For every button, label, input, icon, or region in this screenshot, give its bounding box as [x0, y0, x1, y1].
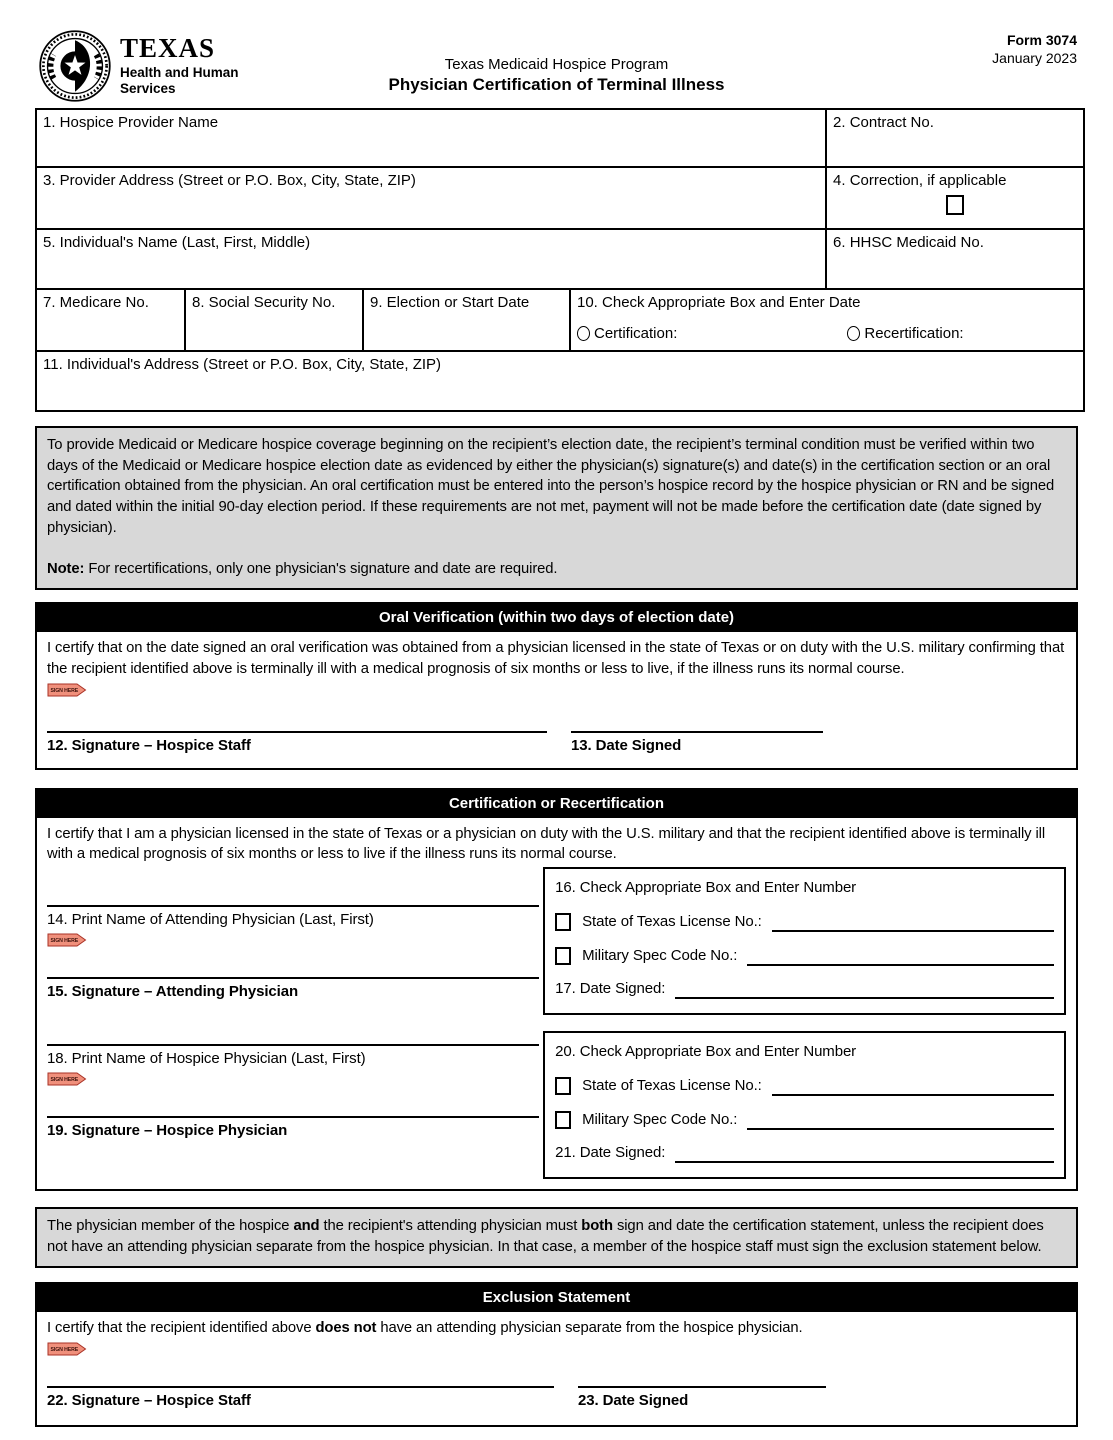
- field-1-label: 1. Hospice Provider Name: [43, 114, 219, 131]
- field-15-block: [47, 977, 543, 1002]
- certification-radio[interactable]: [577, 326, 590, 341]
- field-22-label: 22. Signature – Hospice Staff: [47, 1392, 251, 1410]
- oral-signature-row: [47, 731, 1066, 756]
- military-spec-label-20: Military Spec Code No.:: [582, 1111, 738, 1129]
- military-spec-input-line-16[interactable]: [747, 964, 1054, 966]
- program-name: Texas Medicaid Hospice Program: [444, 56, 669, 73]
- field-8-ssn[interactable]: [185, 289, 363, 351]
- form-number: Form 3074: [1006, 32, 1077, 48]
- form-header: [0, 0, 1113, 106]
- both-sign-note-box: [35, 1207, 1078, 1268]
- both-sign-text-1: The physician member of the hospice: [47, 1218, 294, 1235]
- svg-text:SIGN HERE: SIGN HERE: [50, 1347, 79, 1354]
- exclusion-statement: I certify that the recipient identified above does not have an attending physician separate from the hospice physician.: [47, 1320, 803, 1337]
- exclusion-body: [37, 1312, 1076, 1425]
- field-4-correction: [826, 167, 1084, 229]
- field-20-box: [543, 1031, 1066, 1179]
- field-17-label: 17. Date Signed:: [555, 980, 666, 998]
- field-5-individual-name[interactable]: [36, 229, 826, 289]
- field-10-check-box-date: [570, 289, 1084, 351]
- svg-text:SIGN HERE: SIGN HERE: [50, 687, 79, 694]
- both-sign-text-2: the recipient's attending physician must: [319, 1218, 582, 1235]
- exclusion-header: Exclusion Statement: [37, 1284, 1076, 1312]
- field-19-label: 19. Signature – Hospice Physician: [47, 1122, 288, 1140]
- oral-verification-header: Oral Verification (within two days of election date): [37, 604, 1076, 632]
- recertification-radio[interactable]: [847, 326, 860, 341]
- field-16-box: [543, 867, 1066, 1015]
- coverage-instructions-text: To provide Medicaid or Medicare hospice coverage beginning on the recipient’s election date, the recipient’s terminal condition must be verified within two days of the Medicaid or Medicare hospice election date as evidenced by either the physician(s) signature(s) and date(s) in the certification section or an oral certification obtained from the physician. An oral certification must be entered into the person’s hospice record by the hospice physician or RN and be signed and dated within the initial 90-day election period. If these requirements are not met, payment will not be made before the certification date (date signed by physician).: [47, 437, 1055, 536]
- field-6-hhsc-medicaid-no[interactable]: [826, 229, 1084, 289]
- field-14-label: 14. Print Name of Attending Physician (Last, First): [47, 911, 374, 929]
- sign-here-icon: [47, 1342, 87, 1356]
- note-label: Note:: [47, 560, 85, 577]
- both-sign-bold-both: both: [581, 1218, 613, 1235]
- field-21-label: 21. Date Signed:: [555, 1144, 666, 1162]
- field-6-label: 6. HHSC Medicaid No.: [833, 234, 984, 251]
- certification-signatures: [47, 867, 543, 1179]
- field-19-block: [47, 1116, 543, 1141]
- field-12-signature: [47, 731, 547, 756]
- certification-header: Certification or Recertification: [37, 790, 1076, 818]
- field-20-license-row: [555, 1075, 1054, 1096]
- field-4-label: 4. Correction, if applicable: [833, 172, 1007, 189]
- field-16-military-row: [555, 945, 1054, 966]
- field-15-label: 15. Signature – Attending Physician: [47, 983, 299, 1001]
- field-1-hospice-provider-name[interactable]: [36, 109, 826, 167]
- date-signed-input-line-21[interactable]: [675, 1161, 1054, 1163]
- certification-section: [35, 788, 1078, 1191]
- oral-verification-statement: I certify that on the date signed an oral verification was obtained from a physician licensed in the state of Texas or on duty with the U.S. military confirming that the recipient identified above is terminally ill with a medical prognosis of six months or less to live, if the illness runs its normal course.: [47, 640, 1065, 677]
- exclusion-signature-row: [47, 1386, 1066, 1411]
- field-20-label: 20. Check Appropriate Box and Enter Number: [555, 1043, 857, 1061]
- svg-text:SIGN HERE: SIGN HERE: [50, 1077, 79, 1084]
- certification-body: [37, 818, 1076, 1189]
- field-11-individual-address[interactable]: [36, 351, 1084, 411]
- field-7-label: 7. Medicare No.: [43, 294, 149, 311]
- texas-license-input-line-20[interactable]: [772, 1094, 1054, 1096]
- form-id-block: [992, 32, 1077, 66]
- field-16-license-row: [555, 911, 1054, 932]
- field-14-block: [47, 905, 543, 947]
- certification-columns: [47, 867, 1066, 1179]
- texas-license-label-16: State of Texas License No.:: [582, 913, 762, 931]
- field-18-block: [47, 1044, 543, 1086]
- field-9-label: 9. Election or Start Date: [370, 294, 530, 311]
- field-11-label: 11. Individual's Address (Street or P.O. Box, City, State, ZIP): [43, 356, 442, 373]
- field-2-label: 2. Contract No.: [833, 114, 934, 131]
- field-2-contract-no[interactable]: [826, 109, 1084, 167]
- field-21-row: [555, 1142, 1054, 1163]
- field-23-label: 23. Date Signed: [578, 1392, 689, 1410]
- logo-subtext: Health and Human Services: [120, 65, 239, 96]
- field-5-label: 5. Individual's Name (Last, First, Middle): [43, 234, 311, 251]
- field-9-election-date[interactable]: [363, 289, 570, 351]
- exclusion-bold-does-not: does not: [315, 1320, 377, 1337]
- texas-license-input-line-16[interactable]: [772, 930, 1054, 932]
- field-3-provider-address[interactable]: [36, 167, 826, 229]
- field-10-label: 10. Check Appropriate Box and Enter Date: [577, 294, 861, 311]
- identification-table: [35, 108, 1085, 412]
- exclusion-section: [35, 1282, 1078, 1427]
- field-13-date: [571, 731, 823, 756]
- field-22-signature: [47, 1386, 554, 1411]
- field-17-row: [555, 978, 1054, 999]
- note-text: For recertifications, only one physician's signature and date are required.: [84, 560, 558, 577]
- date-signed-input-line-17[interactable]: [675, 997, 1054, 999]
- field-12-label: 12. Signature – Hospice Staff: [47, 736, 251, 754]
- sign-here-flag-oral: [47, 683, 1066, 697]
- texas-license-checkbox-16[interactable]: [555, 913, 571, 931]
- form-revision-date: January 2023: [992, 50, 1077, 66]
- texas-license-checkbox-20[interactable]: [555, 1077, 571, 1095]
- svg-text:SIGN HERE: SIGN HERE: [50, 938, 79, 945]
- sign-here-flag-hospice: [47, 1072, 543, 1086]
- military-spec-label-16: Military Spec Code No.:: [582, 947, 738, 965]
- texas-license-label-20: State of Texas License No.:: [582, 1077, 762, 1095]
- military-spec-checkbox-20[interactable]: [555, 1111, 571, 1129]
- field-23-date: [578, 1386, 826, 1411]
- oral-verification-section: [35, 602, 1078, 769]
- form-title-block: [0, 56, 1113, 95]
- sign-here-icon: [47, 683, 87, 697]
- both-sign-bold-and: and: [293, 1218, 320, 1235]
- sign-here-flag-exclusion: [47, 1342, 1066, 1356]
- field-3-label: 3. Provider Address (Street or P.O. Box, City, State, ZIP): [43, 172, 416, 189]
- field-18-label: 18. Print Name of Hospice Physician (Last, First): [47, 1050, 366, 1068]
- page-title: Physician Certification of Terminal Illness: [388, 75, 725, 94]
- logo-texas-text: TEXAS: [120, 33, 216, 64]
- field-10-options: [577, 325, 1077, 342]
- field-8-label: 8. Social Security No.: [192, 294, 336, 311]
- both-sign-text-3: sign and date the certification statement, unless the recipient does not have an attending physician separate from the hospice physician. In that case, a member of the hospice staff must sign the exclusion statement below.: [47, 1218, 1044, 1255]
- certification-radio-label: Certification:: [594, 325, 678, 342]
- coverage-instructions-box: [35, 426, 1078, 590]
- recertification-radio-label: Recertification:: [864, 325, 964, 342]
- recertification-note: [47, 559, 1066, 580]
- sign-here-icon: [47, 1072, 87, 1086]
- field-7-medicare-no[interactable]: [36, 289, 185, 351]
- correction-checkbox[interactable]: [946, 195, 964, 215]
- certification-statement: I certify that I am a physician licensed in the state of Texas or a physician on duty with the U.S. military and that the recipient identified above is terminally ill with a medical prognosis of six months or less to live if the illness runs its normal course.: [47, 825, 1046, 863]
- military-spec-checkbox-16[interactable]: [555, 947, 571, 965]
- sign-here-icon: [47, 933, 87, 947]
- field-16-label: 16. Check Appropriate Box and Enter Number: [555, 879, 857, 897]
- certification-number-boxes: [543, 867, 1066, 1179]
- field-13-label: 13. Date Signed: [571, 736, 682, 754]
- field-20-military-row: [555, 1109, 1054, 1130]
- oral-verification-body: [37, 632, 1076, 767]
- military-spec-input-line-20[interactable]: [747, 1128, 1054, 1130]
- sign-here-flag-attending: [47, 933, 543, 947]
